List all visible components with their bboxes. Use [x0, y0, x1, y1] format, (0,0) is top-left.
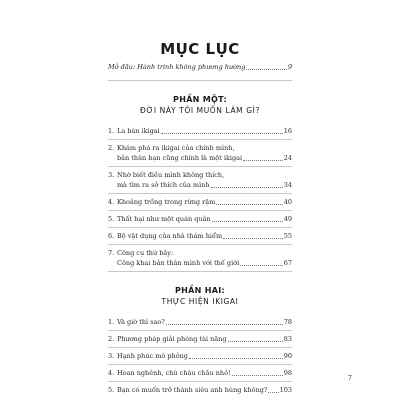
part-two-heading [108, 286, 292, 307]
chapter-number: 6. [108, 232, 115, 240]
chapter-page: 90 [283, 352, 292, 360]
chapter-number: 5. [108, 386, 115, 394]
leader-dots [223, 238, 283, 239]
chapter-number: 7. [108, 249, 115, 257]
intro-text: Mở đầu: Hành trình không phương hướng [108, 63, 246, 71]
part-one-subtitle: ĐỜI NÀY TÔI MUỐN LÀM GÌ? [139, 106, 261, 115]
leader-dots [161, 133, 283, 134]
leader-dots [240, 265, 283, 266]
separator [108, 364, 292, 365]
part-one-label: PHẦN MỘT: [173, 95, 227, 104]
separator [108, 193, 292, 194]
chapter-entry [108, 214, 292, 224]
chapter-number: 3. [108, 171, 115, 179]
chapter-number: 2. [108, 144, 115, 152]
chapter-title: La bàn ikigai [117, 127, 160, 135]
separator [108, 227, 292, 228]
separator [108, 80, 292, 81]
separator [108, 347, 292, 348]
chapter-title: Bộ vật dụng của nhà thám hiểm [117, 232, 223, 240]
chapter-entry [108, 170, 292, 190]
chapter-page: 34 [283, 181, 292, 189]
intro-entry [108, 62, 292, 72]
chapter-title: Phương pháp giải phóng tài năng [117, 335, 227, 343]
chapter-number: 4. [108, 369, 115, 377]
toc-body [108, 60, 292, 395]
leader-dots [211, 187, 283, 188]
chapter-entry [108, 317, 292, 327]
chapter-number: 3. [108, 352, 115, 360]
chapter-entry [108, 126, 292, 136]
chapter-page: 55 [283, 232, 292, 240]
chapter-title-line: bản thân bạn cũng chính là một ikigai [117, 154, 243, 162]
toc-title: MỤC LỤC [160, 40, 240, 58]
chapter-number: 2. [108, 335, 115, 343]
leader-dots [166, 324, 283, 325]
chapter-title: Khoảng trống trong rừng rậm [117, 198, 216, 206]
chapter-title: Hoan nghênh, chú cháu chầu nhỏ! [117, 369, 231, 377]
chapter-entry [108, 143, 292, 163]
chapter-title-line: mà tìm ra sở thích của mình [117, 181, 210, 189]
chapter-entry [108, 351, 292, 361]
chapter-entry [108, 248, 292, 268]
leader-dots [246, 69, 286, 70]
part-two-subtitle: THỰC HIỆN IKIGAI [161, 297, 239, 306]
chapter-page: 24 [283, 154, 292, 162]
chapter-entry [108, 385, 292, 395]
chapter-page: 16 [283, 127, 292, 135]
separator [108, 244, 292, 245]
intro-page: 9 [287, 63, 292, 71]
chapter-page: 78 [283, 318, 292, 326]
chapter-page: 67 [283, 259, 292, 267]
separator [108, 139, 292, 140]
chapter-title-line: Công khai bản thân mình với thế giới [117, 259, 240, 267]
separator [108, 381, 292, 382]
leader-dots [243, 160, 283, 161]
chapter-title-line: Công cụ thứ bảy: [117, 249, 174, 257]
chapter-entry [108, 231, 292, 241]
part-two-label: PHẦN HAI: [175, 286, 225, 295]
chapter-title: Và giờ thì sao? [117, 318, 165, 326]
separator [108, 271, 292, 272]
page-number: 7 [347, 374, 352, 382]
leader-dots [268, 392, 278, 393]
chapter-title: Bạn có muốn trở thành siêu anh hùng không? [117, 386, 268, 394]
chapter-page: 98 [283, 369, 292, 377]
chapter-entry [108, 334, 292, 344]
leader-dots [232, 375, 283, 376]
chapter-entry [108, 368, 292, 378]
part-two-chapter-list [108, 317, 292, 395]
chapter-title-line: Khám phá ra ikigai của chính mình, [117, 144, 235, 152]
chapter-number: 1. [108, 127, 115, 135]
chapter-title: Thất bại như một quán quân [117, 215, 211, 223]
chapter-number: 1. [108, 318, 115, 326]
separator [108, 166, 292, 167]
chapter-page: 103 [279, 386, 292, 394]
chapter-page: 49 [283, 215, 292, 223]
leader-dots [228, 341, 283, 342]
chapter-number: 5. [108, 215, 115, 223]
chapter-title-line: Nhờ biết điều mình không thích, [117, 171, 225, 179]
part-one-heading [108, 95, 292, 116]
leader-dots [216, 204, 282, 205]
chapter-title: Hạnh phúc mô phỏng [117, 352, 188, 360]
part-one-chapter-list [108, 126, 292, 272]
chapter-entry [108, 197, 292, 207]
leader-dots [189, 358, 283, 359]
leader-dots [212, 221, 283, 222]
chapter-page: 40 [283, 198, 292, 206]
separator [108, 210, 292, 211]
chapter-number: 4. [108, 198, 115, 206]
separator [108, 330, 292, 331]
chapter-page: 83 [283, 335, 292, 343]
